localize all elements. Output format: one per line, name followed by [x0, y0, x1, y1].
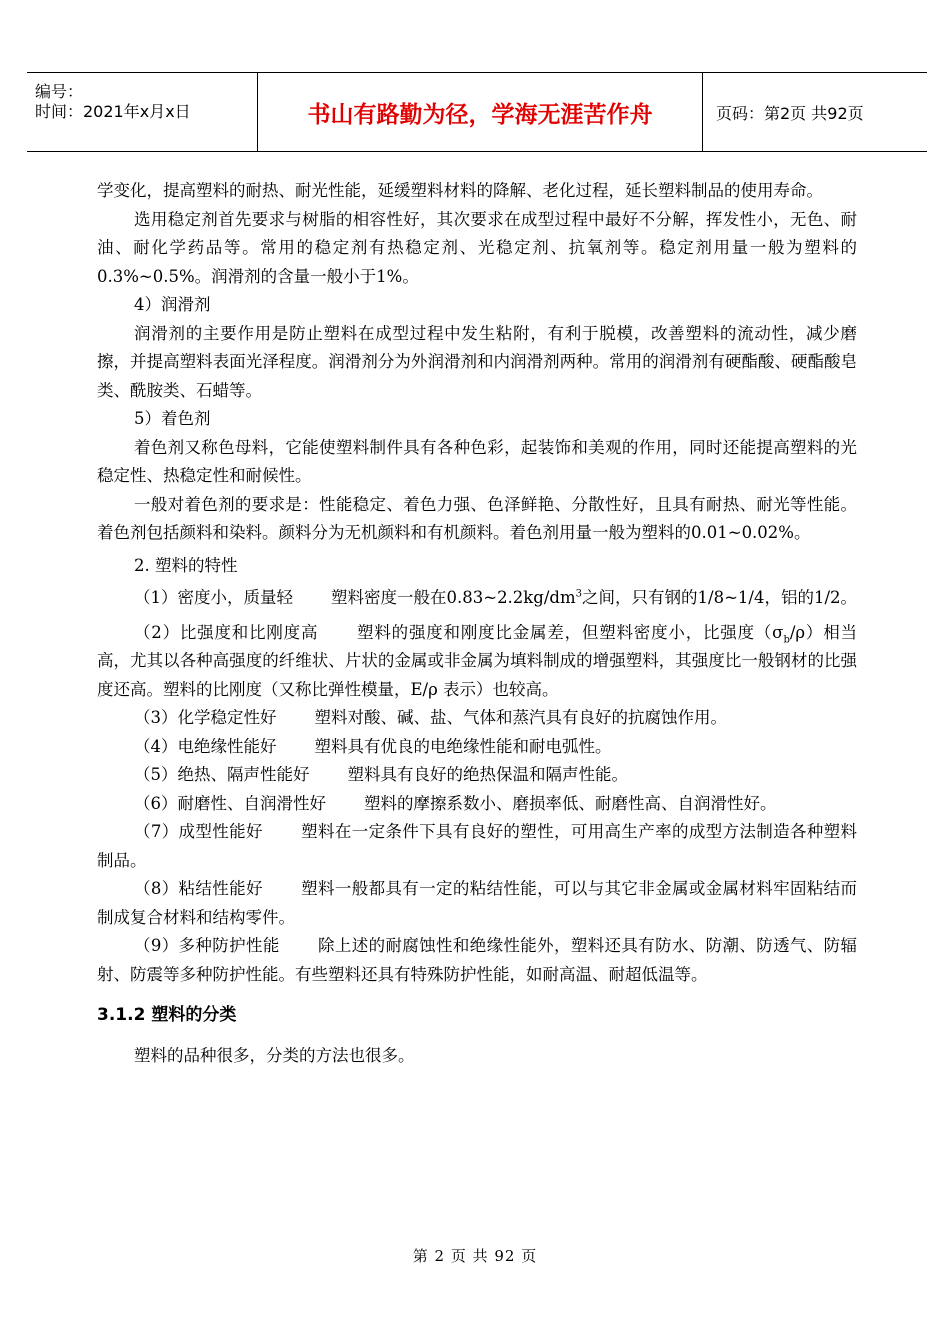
property-item: [97, 875, 857, 932]
paragraph: 着色剂又称色母料，它能使塑料制件具有各种色彩，起装饰和美观的作用，同时还能提高塑料的光稳定性、热稳定性和耐候性。: [97, 437, 857, 485]
paragraph: 选用稳定剂首先要求与树脂的相容性好，其次要求在成型过程中最好不分解，挥发性小，无色、耐油、耐化学药品等。常用的稳定剂有热稳定剂、光稳定剂、抗氧剂等。稳定剂用量一般为塑料的0.3%~0.5%。润滑剂的含量一般小于1%。: [97, 209, 857, 286]
paragraph: 润滑剂的主要作用是防止塑料在成型过程中发生粘附，有利于脱模，改善塑料的流动性，减少磨擦，并提高塑料表面光泽程度。润滑剂分为外润滑剂和内润滑剂两种。常用的润滑剂有硬酯酸、硬酯酸皂类、酰胺类、石蜡等。: [97, 323, 857, 400]
page-header: [27, 72, 927, 152]
subheading-colorant: 5）着色剂: [134, 409, 211, 428]
property-item: [97, 761, 857, 790]
document-body: [97, 177, 857, 1070]
property-title: （6）耐磨性、自润滑性好: [134, 793, 326, 813]
subheading-lubricant: 4）润滑剂: [134, 295, 211, 314]
property-title: （2）比强度和比刚度高: [134, 622, 319, 642]
property-item: [97, 932, 857, 989]
property-text: 塑料一般都具有一定的粘结性能，可以与其它非金属或金属材料牢固粘结而制成复合材料和结构零件。: [97, 879, 857, 927]
property-title: （1）密度小，质量轻: [134, 588, 293, 607]
section-heading: 3.1.2 塑料的分类: [97, 1005, 237, 1025]
property-item: [97, 584, 857, 613]
property-text: 塑料密度一般在0.83~2.2kg/dm: [331, 588, 576, 607]
property-title: （8）粘结性能好: [134, 879, 263, 898]
subscript: b: [783, 633, 790, 645]
subheading-properties: 2. 塑料的特性: [134, 555, 238, 575]
property-text: 除上述的耐腐蚀性和绝缘性能外，塑料还具有防水、防潮、防透气、防辐射、防震等多种防护性能。有些塑料还具有特殊防护性能，如耐高温、耐超低温等。: [97, 936, 858, 984]
property-text: /ρ）相当高，尤其以各种高强度的纤维状、片状的金属或非金属为填料制成的增强塑料，其强度比一般钢材的比强度还高。塑料的比刚度（又称比弹性模量，E/ρ 表示）也较高。: [97, 622, 858, 699]
header-page-info: 页码：第2页 共92页: [716, 103, 864, 123]
property-item: [97, 790, 857, 819]
paragraph: 学变化，提高塑料的耐热、耐光性能，延缓塑料材料的降解、老化过程，延长塑料制品的使用寿命。: [97, 181, 823, 200]
property-item: [97, 619, 857, 705]
property-title: （4）电绝缘性能好: [134, 736, 277, 756]
property-title: （7）成型性能好: [134, 822, 263, 841]
header-time-label: 时间：2021年x月x日: [35, 102, 191, 121]
property-text: 之间，只有钢的1/8~1/4，铝的1/2。: [582, 588, 858, 607]
property-title: （9）多种防护性能: [134, 936, 280, 955]
header-meta: [27, 73, 257, 151]
property-item: [97, 733, 857, 762]
header-motto: 书山有路勤为径，学海无涯苦作舟: [257, 73, 703, 151]
property-item: [97, 818, 857, 875]
property-text: 塑料具有良好的绝热保温和隔声性能。: [347, 765, 628, 784]
paragraph: 塑料的品种很多，分类的方法也很多。: [134, 1045, 415, 1065]
property-text: 塑料的强度和刚度比金属差，但塑料密度小，比强度（σ: [356, 622, 784, 642]
property-title: （5）绝热、隔声性能好: [134, 765, 310, 784]
page-footer: 第 2 页 共 92 页: [412, 1247, 538, 1265]
property-text: 塑料具有优良的电绝缘性能和耐电弧性。: [314, 736, 612, 756]
property-text: 塑料对酸、碱、盐、气体和蒸汽具有良好的抗腐蚀作用。: [314, 708, 727, 727]
property-text: 塑料在一定条件下具有良好的塑性，可用高生产率的成型方法制造各种塑料制品。: [97, 822, 857, 870]
superscript: 3: [575, 588, 583, 600]
paragraph: 一般对着色剂的要求是：性能稳定、着色力强、色泽鲜艳、分散性好，且具有耐热、耐光等性能。着色剂包括颜料和染料。颜料分为无机颜料和有机颜料。着色剂用量一般为塑料的0.01~0.02%。: [97, 494, 857, 542]
property-item: [97, 704, 857, 733]
property-title: （3）化学稳定性好: [134, 708, 277, 727]
header-number-label: 编号：: [35, 82, 84, 101]
property-text: 塑料的摩擦系数小、磨损率低、耐磨性高、自润滑性好。: [364, 793, 777, 813]
